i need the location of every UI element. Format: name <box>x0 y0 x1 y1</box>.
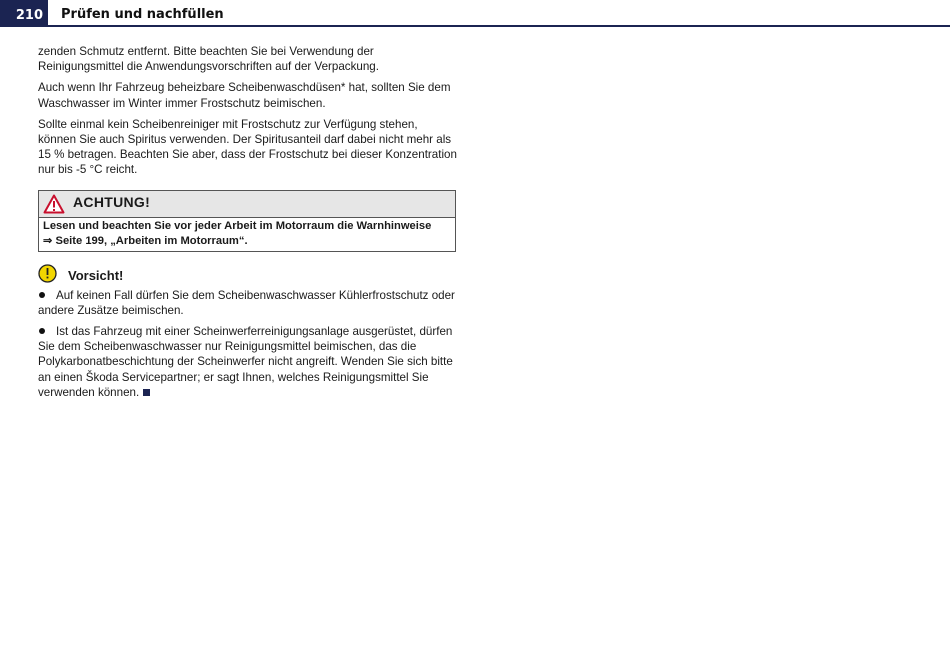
end-of-section-icon <box>143 389 150 396</box>
warning-text <box>39 218 455 251</box>
caution-section <box>38 268 458 400</box>
caution-item: Ist das Fahrzeug mit einer Scheinwerferreinigungsanlage ausgerüstet, dürfen Sie dem Scheibenwaschwasser nur Reinigungsmittel beimischen, das die Polykarbonatbeschichtung der Scheinwerfer nicht angreift. Wenden Sie sich bitte an einen Škoda Servicepartner; er sagt Ihnen, welches Reinigungsmittel Sie verwenden können. <box>38 325 453 399</box>
exclamation-circle-icon <box>38 264 57 283</box>
warning-title: ACHTUNG! <box>73 193 151 210</box>
page-number: 210 <box>0 0 48 25</box>
warning-reference[interactable]: Seite 199, „Arbeiten im Motorraum“. <box>52 234 248 247</box>
warning-header <box>39 191 455 218</box>
warning-line-1: Lesen und beachten Sie vor jeder Arbeit im Motorraum die Warnhinweise <box>43 219 432 232</box>
warning-triangle-icon <box>43 194 65 214</box>
caution-item: Auf keinen Fall dürfen Sie dem Scheibenwaschwasser Kühlerfrostschutz oder andere Zusätze beimischen. <box>38 288 455 317</box>
header-rule <box>0 25 950 27</box>
warning-line-2 <box>43 234 451 249</box>
paragraph-2: Auch wenn Ihr Fahrzeug beheizbare Scheibenwaschdüsen* hat, sollten Sie dem Waschwasser im Winter immer Frostschutz beimischen. <box>38 81 451 110</box>
main-content <box>38 44 458 406</box>
bullet-icon <box>39 292 45 298</box>
paragraph-3: Sollte einmal kein Scheibenreiniger mit Frostschutz zur Verfügung stehen, können Sie auch Spiritus verwenden. Der Spiritusanteil darf dabei nicht mehr als 15 % betragen. Beachten Sie aber, dass der Frostschutz bei dieser Konzentration nur bis -5 °C reicht. <box>38 117 457 177</box>
warning-box <box>38 190 456 252</box>
page-header <box>0 0 950 26</box>
caution-header <box>38 268 458 288</box>
paragraph-1: zenden Schmutz entfernt. Bitte beachten Sie bei Verwendung der Reinigungsmittel die Anwendungsvorschriften auf der Verpackung. <box>38 45 379 74</box>
bullet-icon <box>39 328 45 334</box>
section-title: Prüfen und nachfüllen <box>61 7 224 22</box>
caution-title: Vorsicht! <box>68 267 124 283</box>
arrow-icon: ⇒ <box>43 234 53 247</box>
